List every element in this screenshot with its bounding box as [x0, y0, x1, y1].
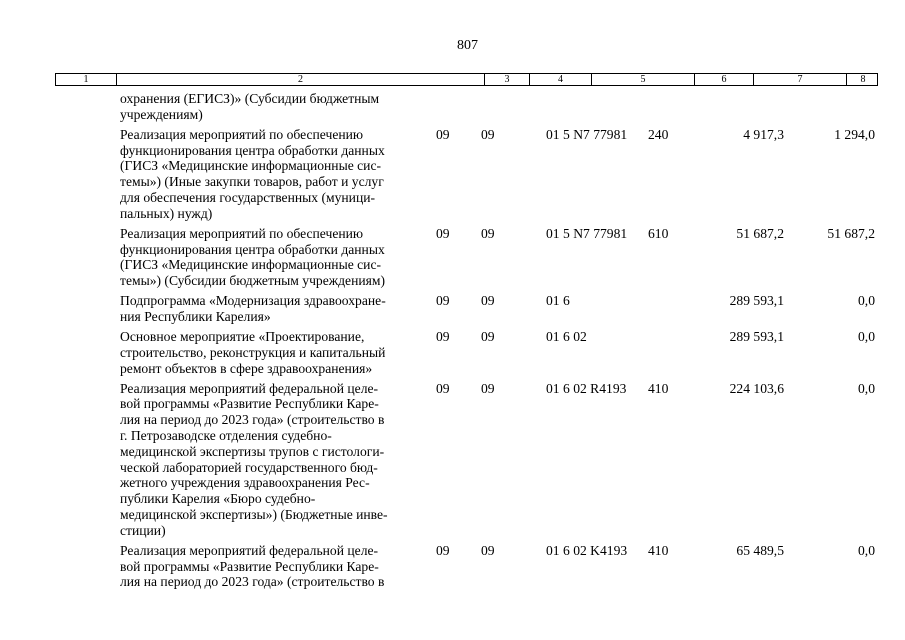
header-col-6: 6	[695, 74, 754, 85]
header-col-4: 4	[530, 74, 592, 85]
section-code: 09	[436, 126, 450, 142]
section-code: 09	[436, 293, 450, 309]
header-col-3: 3	[485, 74, 530, 85]
expense-type-code: 410	[648, 542, 669, 558]
description-line: медицинской экспертизы») (Бюджетные инве-	[120, 506, 388, 522]
amount-year-1: 65 489,5	[736, 542, 784, 558]
subsection-code: 09	[481, 293, 495, 309]
header-col-2: 2	[117, 74, 485, 85]
table-header-row	[55, 73, 878, 86]
amount-year-2: 0,0	[858, 380, 875, 396]
amount-year-1: 289 593,1	[729, 329, 784, 344]
row-description	[120, 329, 425, 376]
description-line: строительство, реконструкция и капитальный	[120, 344, 386, 360]
amount-year-2: 1 294,0	[834, 126, 875, 142]
description-line: Реализация мероприятий федеральной целе-	[120, 380, 379, 396]
row-description	[120, 127, 425, 222]
description-line: вой программы «Развитие Республики Каре-	[120, 558, 379, 574]
subsection-code: 09	[481, 542, 495, 558]
header-col-8: 8	[860, 74, 866, 85]
description-line: ческой лабораторией государственного бюд-	[120, 459, 378, 475]
expense-type-code: 240	[648, 126, 669, 142]
description-line: лия на период до 2023 года» (строительство в	[120, 412, 385, 428]
description-line: Подпрограмма «Модернизация здравоохране-	[120, 293, 386, 309]
subsection-code: 09	[481, 329, 495, 344]
section-code: 09	[436, 225, 450, 241]
description-line: Реализация мероприятий федеральной целе-	[120, 542, 379, 558]
section-code: 09	[436, 380, 450, 396]
subsection-code: 09	[481, 380, 495, 396]
header-col-7: 7	[754, 74, 847, 85]
row-description	[120, 226, 425, 289]
amount-year-2: 0,0	[858, 542, 875, 558]
header-col-1: 1	[56, 74, 117, 85]
row-description	[120, 293, 425, 325]
amount-year-2: 0,0	[858, 293, 875, 309]
amount-year-2: 0,0	[858, 329, 875, 344]
subsection-code: 09	[481, 126, 495, 142]
row-description	[120, 381, 425, 539]
description-line: г. Петрозаводске отделения судебно-	[120, 427, 332, 443]
section-code: 09	[436, 329, 450, 344]
description-line: пальных) нужд)	[120, 205, 213, 221]
subsection-code: 09	[481, 225, 495, 241]
description-line: ния Республики Карелия»	[120, 308, 271, 324]
amount-year-1: 224 103,6	[729, 380, 784, 396]
description-line: Реализация мероприятий по обеспечению	[120, 225, 364, 241]
description-line: охранения (ЕГИСЗ)» (Субсидии бюджетным	[120, 91, 380, 106]
header-col-5: 5	[592, 74, 695, 85]
description-line: жетного учреждения здравоохранения Рес-	[120, 475, 370, 491]
target-article-code: 01 5 N7 77981	[546, 126, 628, 142]
description-line: медицинской экспертизы трупов с гистологи-	[120, 443, 385, 459]
target-article-code: 01 6 02 R4193	[546, 380, 627, 396]
expense-type-code: 610	[648, 225, 669, 241]
description-line: стиции)	[120, 522, 166, 538]
target-article-code: 01 5 N7 77981	[546, 225, 628, 241]
description-line: вой программы «Развитие Республики Каре-	[120, 396, 379, 412]
description-line: Основное мероприятие «Проектирование,	[120, 329, 365, 344]
description-line: темы») (Иные закупки товаров, работ и услуг	[120, 174, 384, 190]
description-line: учреждениям)	[120, 106, 203, 122]
target-article-code: 01 6 02 K4193	[546, 542, 628, 558]
target-article-code: 01 6 02	[546, 329, 587, 344]
page-number: 807	[457, 38, 478, 53]
amount-year-1: 289 593,1	[729, 293, 784, 309]
description-line: публики Карелия «Бюро судебно-	[120, 491, 316, 507]
amount-year-1: 4 917,3	[743, 126, 784, 142]
description-line: ремонт объектов в сфере здравоохранения»	[120, 360, 373, 376]
description-line: (ГИСЗ «Медицинские информационные сис-	[120, 257, 382, 273]
description-line: функционирования центра обработки данных	[120, 142, 385, 158]
row-description	[120, 91, 425, 123]
row-description	[120, 543, 425, 590]
target-article-code: 01 6	[546, 293, 570, 309]
section-code: 09	[436, 542, 450, 558]
description-line: лия на период до 2023 года» (строительство в	[120, 574, 385, 590]
description-line: функционирования центра обработки данных	[120, 241, 385, 257]
description-line: для обеспечения государственных (муници-	[120, 189, 376, 205]
amount-year-2: 51 687,2	[827, 225, 875, 241]
amount-year-1: 51 687,2	[736, 225, 784, 241]
description-line: Реализация мероприятий по обеспечению	[120, 126, 364, 142]
description-line: темы») (Субсидии бюджетным учреждениям)	[120, 273, 386, 289]
expense-type-code: 410	[648, 380, 669, 396]
description-line: (ГИСЗ «Медицинские информационные сис-	[120, 158, 382, 174]
